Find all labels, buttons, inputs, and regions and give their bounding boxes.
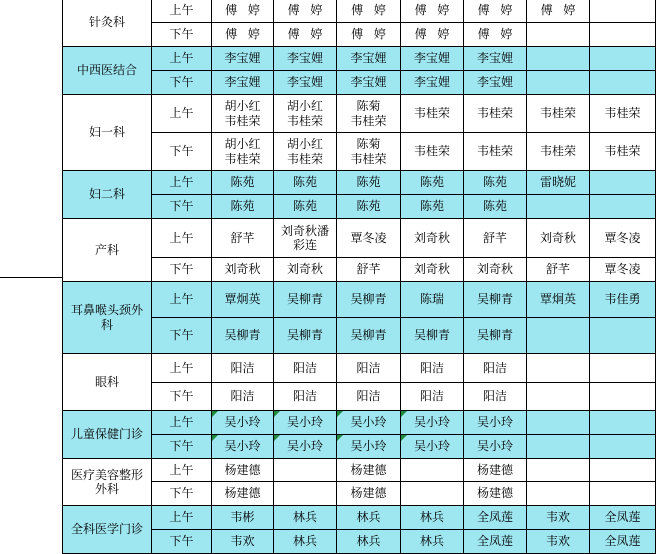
schedule-cell: 吴小玲	[274, 435, 337, 459]
schedule-cell: 韦桂荣	[401, 133, 464, 171]
dept-name: 妇一科	[62, 95, 152, 171]
schedule-cell: 陈苑	[274, 171, 337, 195]
schedule-cell: 韦佳勇	[590, 282, 656, 318]
schedule-cell	[527, 318, 590, 354]
schedule-cell	[590, 195, 656, 219]
schedule-cell: 傅婷	[401, 23, 464, 47]
period-label: 下午	[152, 482, 212, 506]
schedule-cell: 吴柳青	[401, 318, 464, 354]
schedule-cell: 全凤莲	[464, 506, 527, 530]
schedule-cell: 韦彬	[212, 506, 274, 530]
schedule-cell: 杨建德	[337, 482, 401, 506]
schedule-cell: 陈苑	[212, 171, 274, 195]
schedule-cell	[590, 435, 656, 459]
period-label: 下午	[152, 71, 212, 95]
schedule-cell: 林兵	[401, 506, 464, 530]
schedule-cell: 陈苑	[464, 195, 527, 219]
schedule-cell: 阳洁	[212, 383, 274, 411]
schedule-cell: 陈菊 韦桂荣	[337, 95, 401, 133]
schedule-cell: 韦桂荣	[527, 95, 590, 133]
period-label: 上午	[152, 219, 212, 258]
margin-divider	[0, 277, 62, 278]
schedule-cell: 陈苑	[401, 171, 464, 195]
schedule-cell	[590, 482, 656, 506]
schedule-cell: 杨建德	[464, 459, 527, 482]
schedule-cell: 韦桂荣	[590, 95, 656, 133]
dept-name: 医疗美容整形 外科	[62, 459, 152, 506]
period-label: 上午	[152, 459, 212, 482]
period-label: 下午	[152, 195, 212, 219]
schedule-cell: 全凤莲	[464, 530, 527, 554]
schedule-cell	[527, 482, 590, 506]
schedule-cell	[401, 459, 464, 482]
schedule-cell: 阳洁	[337, 354, 401, 383]
schedule-cell: 胡小红 韦桂荣	[212, 95, 274, 133]
period-label: 下午	[152, 318, 212, 354]
schedule-cell: 吴小玲	[464, 411, 527, 435]
period-label: 下午	[152, 530, 212, 554]
schedule-cell: 杨建德	[337, 459, 401, 482]
period-label: 上午	[152, 411, 212, 435]
schedule-cell: 傅婷	[212, 23, 274, 47]
schedule-cell: 舒芊	[527, 258, 590, 282]
schedule-cell	[590, 354, 656, 383]
schedule-cell: 舒芊	[337, 258, 401, 282]
schedule-cell: 傅婷	[274, 0, 337, 23]
schedule-cell	[590, 23, 656, 47]
schedule-cell: 杨建德	[212, 459, 274, 482]
schedule-cell	[401, 482, 464, 506]
schedule-cell: 李宝娌	[401, 47, 464, 71]
schedule-cell: 李宝娌	[337, 71, 401, 95]
schedule-cell: 吴小玲	[401, 411, 464, 435]
schedule-cell	[527, 23, 590, 47]
schedule-cell	[590, 0, 656, 23]
schedule-cell	[527, 435, 590, 459]
schedule-cell: 韦欢	[212, 530, 274, 554]
schedule-cell: 阳洁	[274, 383, 337, 411]
schedule-cell: 刘奇秋	[401, 258, 464, 282]
schedule-cell: 傅婷	[464, 23, 527, 47]
schedule-cell: 刘奇秋潘 彩连	[274, 219, 337, 258]
dept-name: 针灸科	[62, 0, 152, 47]
schedule-cell: 刘奇秋	[401, 219, 464, 258]
schedule-cell: 吴小玲	[212, 411, 274, 435]
schedule-cell: 舒芊	[212, 219, 274, 258]
period-label: 上午	[152, 282, 212, 318]
schedule-cell: 陈瑞	[401, 282, 464, 318]
schedule-cell	[527, 195, 590, 219]
schedule-cell: 全凤莲	[590, 530, 656, 554]
schedule-cell: 傅婷	[337, 0, 401, 23]
schedule-cell: 胡小红 韦桂荣	[274, 133, 337, 171]
dept-name: 中西医结合	[62, 47, 152, 95]
schedule-cell: 韦桂荣	[590, 133, 656, 171]
schedule-cell: 吴柳青	[212, 318, 274, 354]
schedule-cell: 覃冬凌	[590, 258, 656, 282]
schedule-cell	[274, 482, 337, 506]
schedule-cell: 傅婷	[274, 23, 337, 47]
schedule-cell: 陈苑	[337, 195, 401, 219]
schedule-cell: 吴小玲	[401, 435, 464, 459]
schedule-cell: 吴小玲	[212, 435, 274, 459]
schedule-cell: 李宝娌	[212, 47, 274, 71]
schedule-cell: 全凤莲	[590, 506, 656, 530]
schedule-cell: 韦桂荣	[401, 95, 464, 133]
schedule-cell: 韦桂荣	[464, 95, 527, 133]
period-label: 下午	[152, 23, 212, 47]
schedule-cell: 李宝娌	[464, 71, 527, 95]
schedule-cell: 韦桂荣	[527, 133, 590, 171]
schedule-cell: 李宝娌	[464, 47, 527, 71]
schedule-cell: 胡小红 韦桂荣	[274, 95, 337, 133]
period-label: 上午	[152, 354, 212, 383]
dept-name: 耳鼻喉头颈外 科	[62, 282, 152, 354]
schedule-cell: 覃炯英	[212, 282, 274, 318]
schedule-cell	[527, 71, 590, 95]
schedule-cell	[527, 354, 590, 383]
dept-name: 妇二科	[62, 171, 152, 219]
schedule-cell: 覃冬凌	[337, 219, 401, 258]
schedule-cell: 陈苑	[274, 195, 337, 219]
period-label: 上午	[152, 95, 212, 133]
schedule-cell: 李宝娌	[401, 71, 464, 95]
schedule-cell: 傅婷	[464, 0, 527, 23]
schedule-cell: 陈苑	[464, 171, 527, 195]
schedule-cell: 吴柳青	[337, 318, 401, 354]
schedule-cell	[590, 459, 656, 482]
schedule-cell: 林兵	[337, 506, 401, 530]
schedule-cell: 林兵	[401, 530, 464, 554]
schedule-cell: 阳洁	[337, 383, 401, 411]
schedule-cell: 韦欢	[527, 530, 590, 554]
schedule-cell: 覃冬凌	[590, 219, 656, 258]
schedule-cell: 阳洁	[401, 354, 464, 383]
schedule-cell	[527, 459, 590, 482]
period-label: 下午	[152, 258, 212, 282]
schedule-cell: 李宝娌	[274, 47, 337, 71]
schedule-cell: 陈苑	[401, 195, 464, 219]
schedule-cell	[274, 459, 337, 482]
schedule-cell	[590, 47, 656, 71]
schedule-cell: 韦欢	[527, 506, 590, 530]
schedule-cell: 韦桂荣	[464, 133, 527, 171]
schedule-cell: 李宝娌	[337, 47, 401, 71]
schedule-cell: 林兵	[337, 530, 401, 554]
period-label: 下午	[152, 383, 212, 411]
schedule-cell: 刘奇秋	[274, 258, 337, 282]
schedule-cell	[590, 71, 656, 95]
dept-name: 儿童保健门诊	[62, 411, 152, 459]
schedule-cell: 林兵	[274, 530, 337, 554]
schedule-cell: 吴柳青	[464, 318, 527, 354]
dept-name: 眼科	[62, 354, 152, 411]
schedule-cell: 阳洁	[401, 383, 464, 411]
schedule-cell: 陈菊 韦桂荣	[337, 133, 401, 171]
schedule-cell: 刘奇秋	[527, 219, 590, 258]
period-label: 上午	[152, 47, 212, 71]
schedule-cell: 覃炯英	[527, 282, 590, 318]
period-label: 上午	[152, 0, 212, 23]
schedule-cell: 傅婷	[527, 0, 590, 23]
schedule-cell: 刘奇秋	[464, 258, 527, 282]
schedule-cell: 阳洁	[274, 354, 337, 383]
schedule-cell	[590, 318, 656, 354]
schedule-cell: 吴柳青	[274, 318, 337, 354]
period-label: 上午	[152, 506, 212, 530]
period-label: 下午	[152, 133, 212, 171]
dept-name: 全科医学门诊	[62, 506, 152, 554]
schedule-cell: 吴小玲	[274, 411, 337, 435]
schedule-cell	[527, 383, 590, 411]
dept-name: 产科	[62, 219, 152, 282]
schedule-cell: 陈苑	[337, 171, 401, 195]
schedule-cell: 吴小玲	[337, 435, 401, 459]
period-label: 上午	[152, 171, 212, 195]
schedule-cell: 舒芊	[464, 219, 527, 258]
schedule-cell: 胡小红 韦桂荣	[212, 133, 274, 171]
schedule-cell	[590, 171, 656, 195]
schedule-cell: 傅婷	[401, 0, 464, 23]
schedule-cell: 傅婷	[337, 23, 401, 47]
schedule-cell: 杨建德	[212, 482, 274, 506]
period-label: 下午	[152, 435, 212, 459]
schedule-cell: 傅婷	[212, 0, 274, 23]
schedule-cell: 李宝娌	[212, 71, 274, 95]
schedule-cell: 吴小玲	[337, 411, 401, 435]
schedule-cell: 阳洁	[464, 383, 527, 411]
schedule-cell: 刘奇秋	[212, 258, 274, 282]
schedule-cell	[527, 411, 590, 435]
schedule-cell: 杨建德	[464, 482, 527, 506]
schedule-cell: 雷晓妮	[527, 171, 590, 195]
schedule-cell: 林兵	[274, 506, 337, 530]
schedule-cell	[527, 47, 590, 71]
schedule-cell: 陈苑	[212, 195, 274, 219]
schedule-cell: 李宝娌	[274, 71, 337, 95]
schedule-cell: 吴柳青	[464, 282, 527, 318]
schedule-cell: 吴柳青	[274, 282, 337, 318]
schedule-cell: 阳洁	[464, 354, 527, 383]
schedule-cell: 吴小玲	[464, 435, 527, 459]
schedule-cell	[590, 411, 656, 435]
schedule-cell	[590, 383, 656, 411]
schedule-cell: 吴柳青	[337, 282, 401, 318]
schedule-cell: 阳洁	[212, 354, 274, 383]
